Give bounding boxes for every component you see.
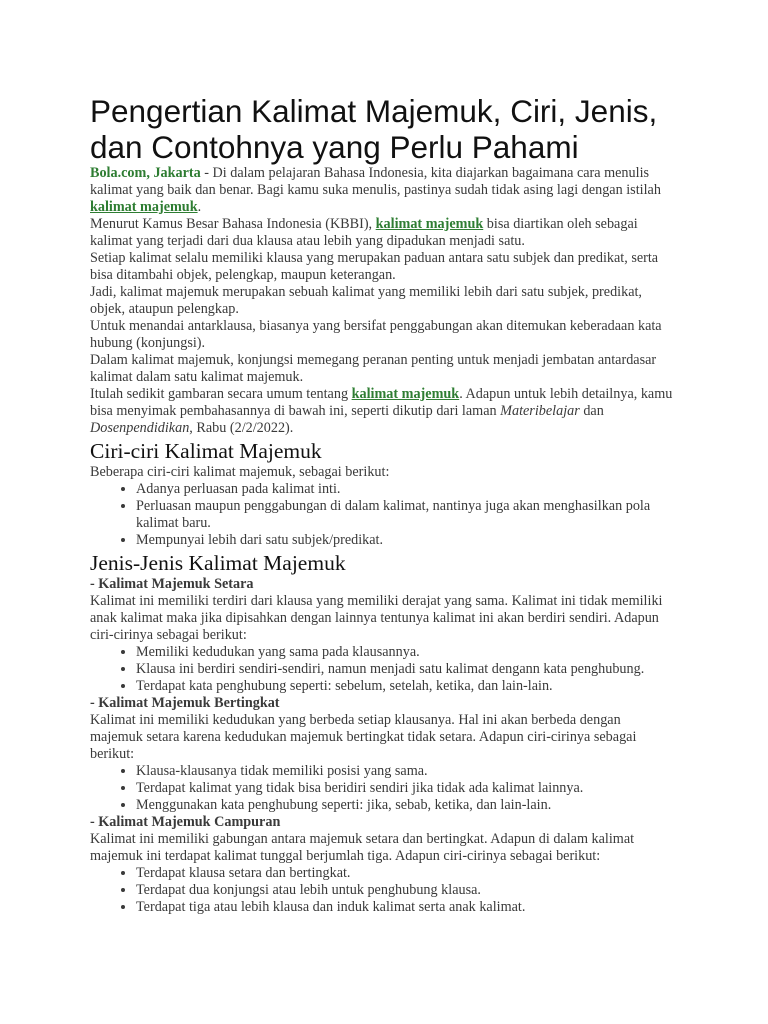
page-title: Pengertian Kalimat Majemuk, Ciri, Jenis, dan Contohnya yang Perlu Pahami xyxy=(90,93,658,165)
campuran-desc: Kalimat ini memiliki gabungan antara majemuk setara dan bertingkat. Adapun di dalam kalimat majemuk ini terdapat kalimat tunggal berjumlah tiga. Adapun ciri-cirinya sebagai berikut: xyxy=(90,831,635,864)
list-item: • Terdapat dua konjungsi atau lebih untuk penghubung klausa. xyxy=(136,882,676,899)
paragraph: Untuk menandai antarklausa, biasanya yang bersifat penggabungan akan ditemukan keberadaan kata hubung (konjungsi). xyxy=(90,318,662,351)
list-item: • Memiliki kedudukan yang sama pada klausannya. xyxy=(136,644,676,661)
list-item: • Terdapat kalimat yang tidak bisa beridiri sendiri jika tidak ada kalimat lainnya. xyxy=(136,780,676,797)
ciri-list xyxy=(90,481,676,549)
kbbi-paragraph: Menurut Kamus Besar Bahasa Indonesia (KBBI), kalimat majemuk bisa diartikan oleh sebagai kalimat yang terjadi dari dua klausa atau lebih yang dipadukan menjadi satu. xyxy=(90,216,638,249)
source-dosenpendidikan: Dosenpendidikan xyxy=(90,420,190,436)
kalimat-majemuk-link[interactable]: kalimat majemuk xyxy=(90,199,198,215)
paragraph: Jadi, kalimat majemuk merupakan sebuah kalimat yang memiliki lebih dari satu subjek, predikat, objek, ataupun pelengkap. xyxy=(90,284,642,317)
setara-list xyxy=(90,644,676,695)
ciri-intro: Beberapa ciri-ciri kalimat majemuk, sebagai berikut: xyxy=(90,464,390,480)
subheading-bertingkat: - Kalimat Majemuk Bertingkat xyxy=(90,695,280,711)
setara-desc: Kalimat ini memiliki terdiri dari klausa yang memiliki derajat yang sama. Kalimat ini tidak memiliki anak kalimat maka jika dipisahkan dengan lainnya tentunya kalimat ini akan berdiri sendiri. Adapun ciri-cirinya sebagai berikut: xyxy=(90,593,663,643)
list-item: • Klausa-klausanya tidak memiliki posisi yang sama. xyxy=(136,763,676,780)
source-paragraph: Itulah sedikit gambaran secara umum tentang kalimat majemuk. Adapun untuk lebih detailnya, kamu bisa menyimak pembahasannya di bawah ini, seperti dikutip dari laman Materibelajar dan Dosenpendidikan, Rabu (2/2/2022). xyxy=(90,386,673,436)
source-label: Bola.com, Jakarta xyxy=(90,165,201,181)
section-heading-jenis: Jenis-Jenis Kalimat Majemuk xyxy=(90,551,346,575)
article xyxy=(90,0,676,916)
intro-paragraph: Bola.com, Jakarta - Di dalam pelajaran Bahasa Indonesia, kita diajarkan bagaimana cara menulis kalimat yang baik dan benar. Bagi kamu suka menulis, pastinya sudah tidak asing lagi dengan istilah kalimat majemuk. xyxy=(90,165,661,215)
list-item: • Terdapat kata penghubung seperti: sebelum, setelah, ketika, dan lain-lain. xyxy=(136,678,676,695)
subheading-setara: - Kalimat Majemuk Setara xyxy=(90,576,254,592)
paragraph: Dalam kalimat majemuk, konjungsi memegang peranan penting untuk menjadi jembatan antardasar kalimat dalam satu kalimat majemuk. xyxy=(90,352,657,385)
list-item: • Adanya perluasan pada kalimat inti. xyxy=(136,481,676,498)
list-item: • Terdapat klausa setara dan bertingkat. xyxy=(136,865,676,882)
bertingkat-list xyxy=(90,763,676,814)
list-item: • Perluasan maupun penggabungan di dalam kalimat, nantinya juga akan menghasilkan pola kalimat baru. xyxy=(136,498,676,532)
paragraph: Setiap kalimat selalu memiliki klausa yang merupakan paduan antara satu subjek dan predikat, serta bisa ditambahi objek, pelengkap, maupun keterangan. xyxy=(90,250,659,283)
list-item: • Terdapat tiga atau lebih klausa dan induk kalimat serta anak kalimat. xyxy=(136,899,676,916)
section-heading-ciri: Ciri-ciri Kalimat Majemuk xyxy=(90,439,322,463)
kalimat-majemuk-link[interactable]: kalimat majemuk xyxy=(375,216,484,232)
subheading-campuran: - Kalimat Majemuk Campuran xyxy=(90,814,281,830)
list-item: • Menggunakan kata penghubung seperti: jika, sebab, ketika, dan lain-lain. xyxy=(136,797,676,814)
source-materibelajar: Materibelajar xyxy=(500,403,580,419)
list-item: • Klausa ini berdiri sendiri-sendiri, namun menjadi satu kalimat dengann kata penghubung. xyxy=(136,661,676,678)
kalimat-majemuk-link[interactable]: kalimat majemuk xyxy=(351,386,460,402)
list-item: • Mempunyai lebih dari satu subjek/predikat. xyxy=(136,532,676,549)
bertingkat-desc: Kalimat ini memiliki kedudukan yang berbeda setiap klausanya. Hal ini akan berbeda dengan majemuk setara karena kedudukan majemuk bertingkat tidak setara. Adapun ciri-cirinya sebagai berikut: xyxy=(90,712,637,762)
campuran-list xyxy=(90,865,676,916)
